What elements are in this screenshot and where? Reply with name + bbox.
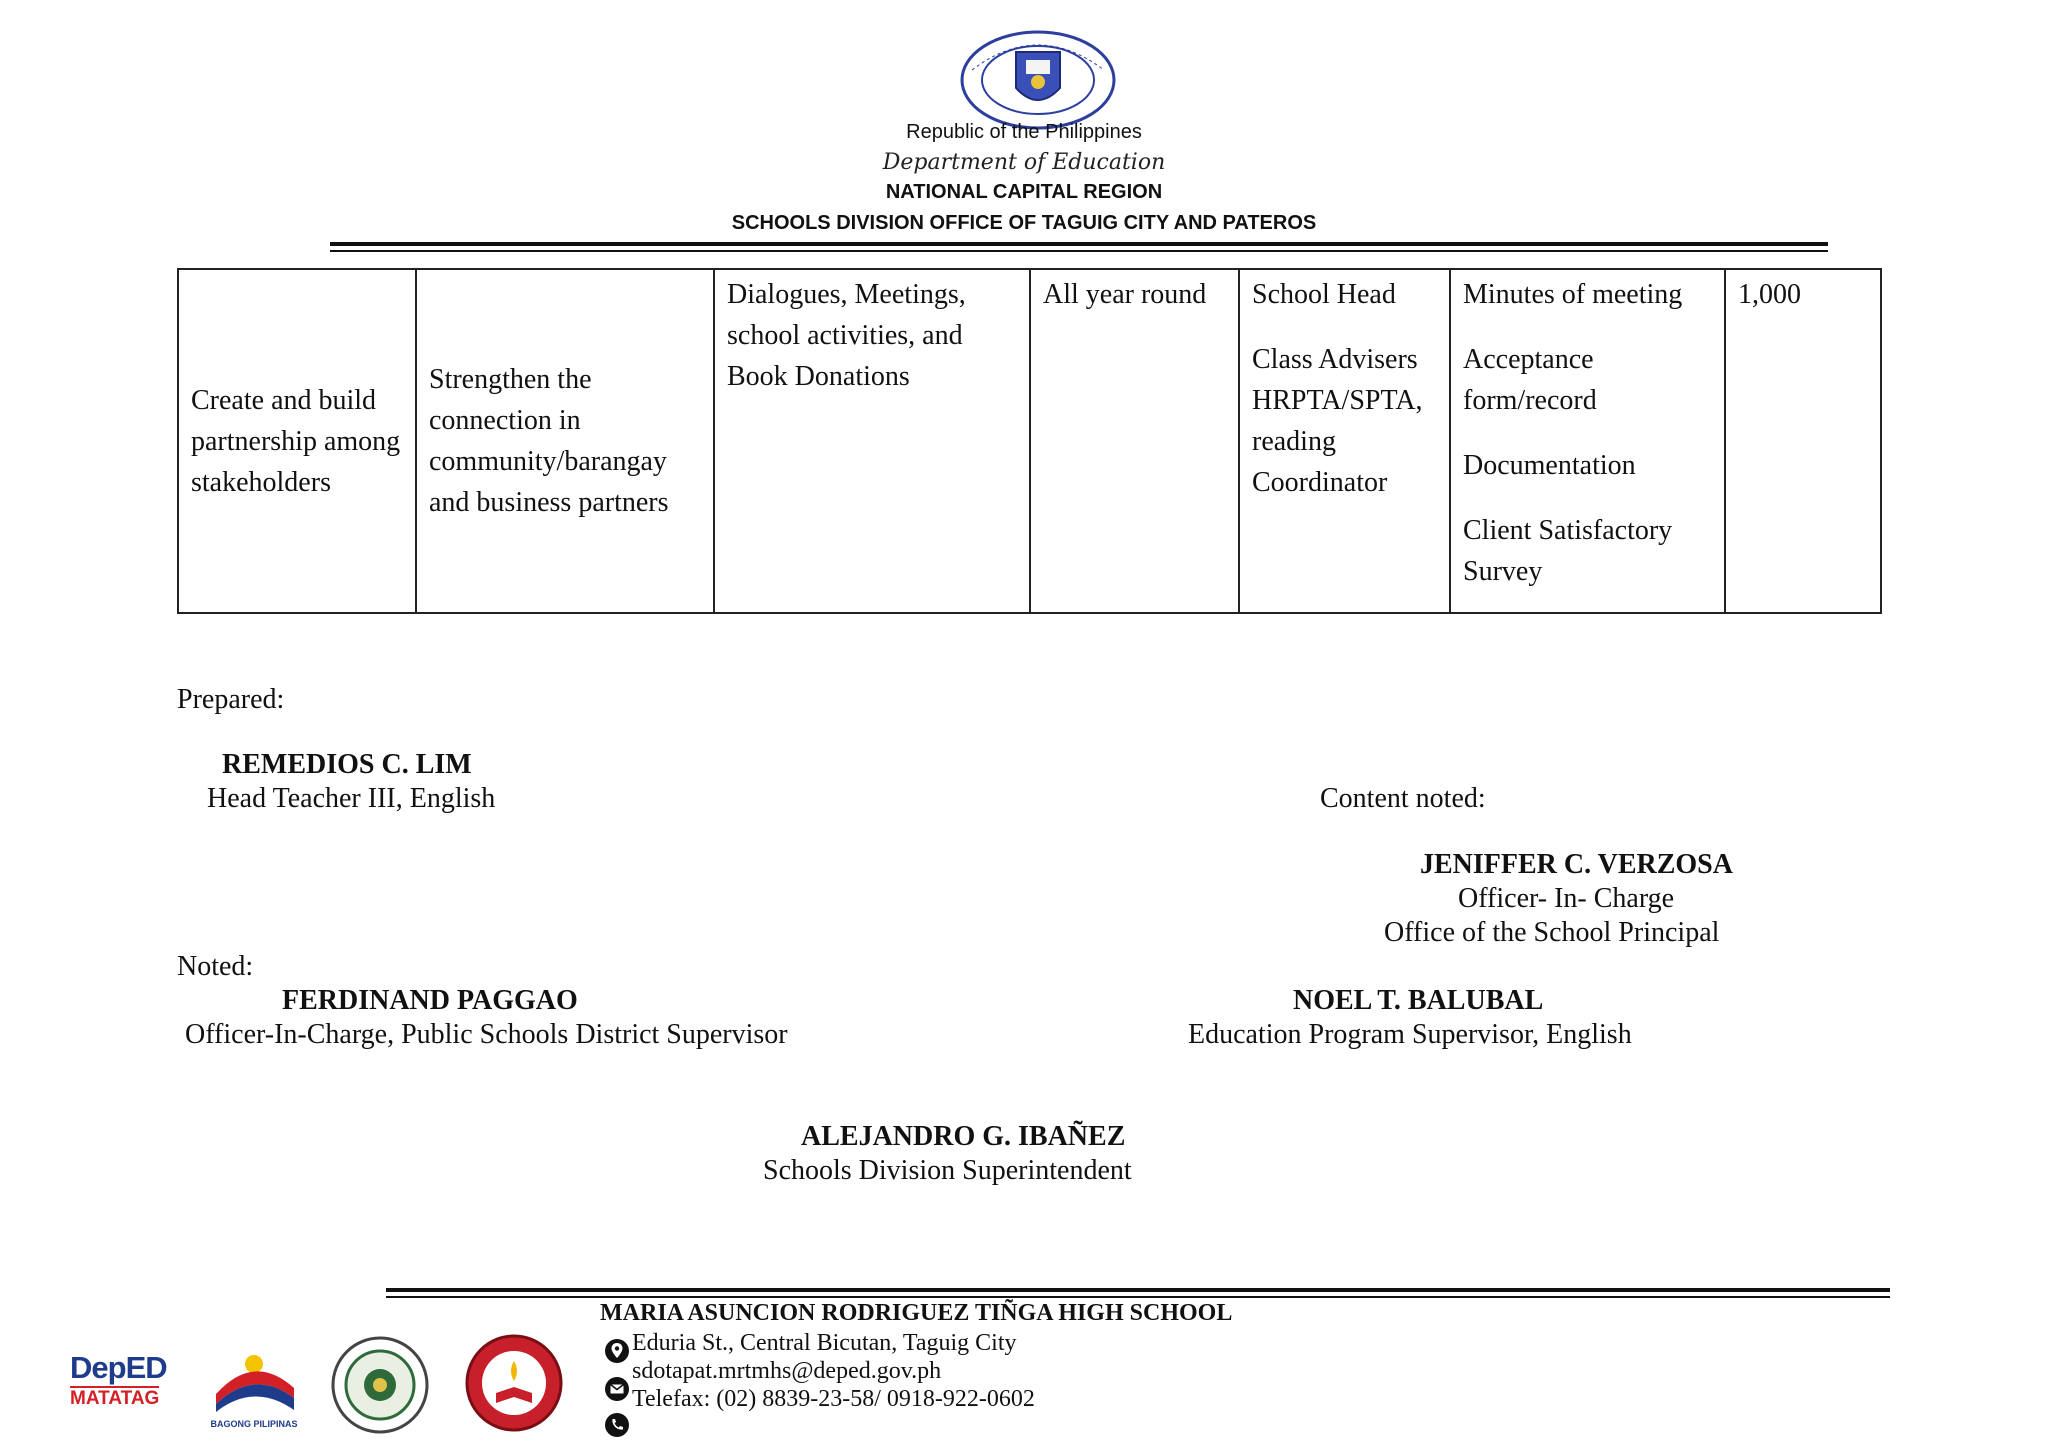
email-icon [604,1376,630,1402]
location-pin-icon [604,1338,630,1364]
header-divider-bottom [330,250,1828,252]
indicator-minutes: Minutes of meeting [1463,279,1683,310]
footer-divider-bottom [386,1296,1890,1298]
school-seal-icon [464,1333,564,1433]
prepared-by-name: REMEDIOS C. LIM [222,749,472,780]
superintendent-name: ALEJANDRO G. IBAÑEZ [801,1121,1126,1152]
school-address: Eduria St., Central Bicutan, Taguig City [632,1330,1017,1356]
person-school-head: School Head [1252,279,1396,310]
noted-supervisor-title: Officer-In-Charge, Public Schools District Supervisor [185,1019,788,1050]
success-indicators-cell [1450,269,1725,613]
table-row [178,269,1881,613]
republic-heading: Republic of the Philippines [906,121,1142,143]
division-office-heading: SCHOOLS DIVISION OFFICE OF TAGUIG CITY AND PATEROS [731,212,1317,234]
division-office-seal-icon [330,1335,430,1435]
school-name: MARIA ASUNCION RODRIGUEZ TIÑGA HIGH SCHOOL [600,1300,1233,1326]
persons-involved-cell [1239,269,1450,613]
deped-logo-text: DepED [70,1350,167,1385]
school-email[interactable]: sdotapat.mrtmhs@deped.gov.ph [632,1358,942,1384]
noted-eps-name: NOEL T. BALUBAL [1293,985,1544,1016]
department-heading: Department of Education [882,150,1166,175]
noted-label: Noted: [177,951,254,982]
bagong-pilipinas-logo [198,1350,310,1430]
strategy-cell: Strengthen the connection in community/barangay and business partners [416,269,714,613]
indicator-documentation: Documentation [1463,450,1636,481]
phone-icon [604,1412,630,1438]
content-noted-title: Officer- In- Charge [1458,883,1675,914]
objective-cell: Create and build partnership among stakeholders [178,269,416,613]
time-frame-cell: All year round [1030,269,1239,613]
indicator-survey: Client Satisfactory Survey [1463,515,1673,587]
action-plan-table [177,268,1882,614]
indicator-acceptance: Acceptance form/record [1463,344,1597,416]
noted-eps-title: Education Program Supervisor, English [1188,1019,1632,1050]
content-noted-label: Content noted: [1320,783,1486,814]
person-class-advisers: Class Advisers HRPTA/SPTA, reading Coordinator [1252,344,1423,498]
header-divider-top [330,242,1828,246]
budget-cell: 1,000 [1725,269,1881,613]
prepared-label: Prepared: [177,684,285,715]
prepared-by-title: Head Teacher III, English [207,783,496,814]
noted-supervisor-name: FERDINAND PAGGAO [282,985,578,1016]
region-heading: NATIONAL CAPITAL REGION [885,181,1163,203]
content-noted-name: JENIFFER C. VERZOSA [1420,849,1733,880]
deped-seal-logo [958,30,1118,130]
content-noted-office: Office of the School Principal [1384,917,1720,948]
footer-divider-top [386,1288,1890,1292]
school-telefax: Telefax: (02) 8839-23-58/ 0918-922-0602 [632,1386,1035,1412]
bagong-pilipinas-emblem-icon [198,1350,310,1414]
superintendent-title: Schools Division Superintendent [763,1155,1132,1186]
activities-cell: Dialogues, Meetings, school activities, and Book Donations [714,269,1030,613]
matatag-logo-text: MATATAG [70,1388,160,1409]
bagong-pilipinas-text: BAGONG PILIPINAS [210,1419,298,1429]
deped-matatag-logo [70,1350,182,1430]
